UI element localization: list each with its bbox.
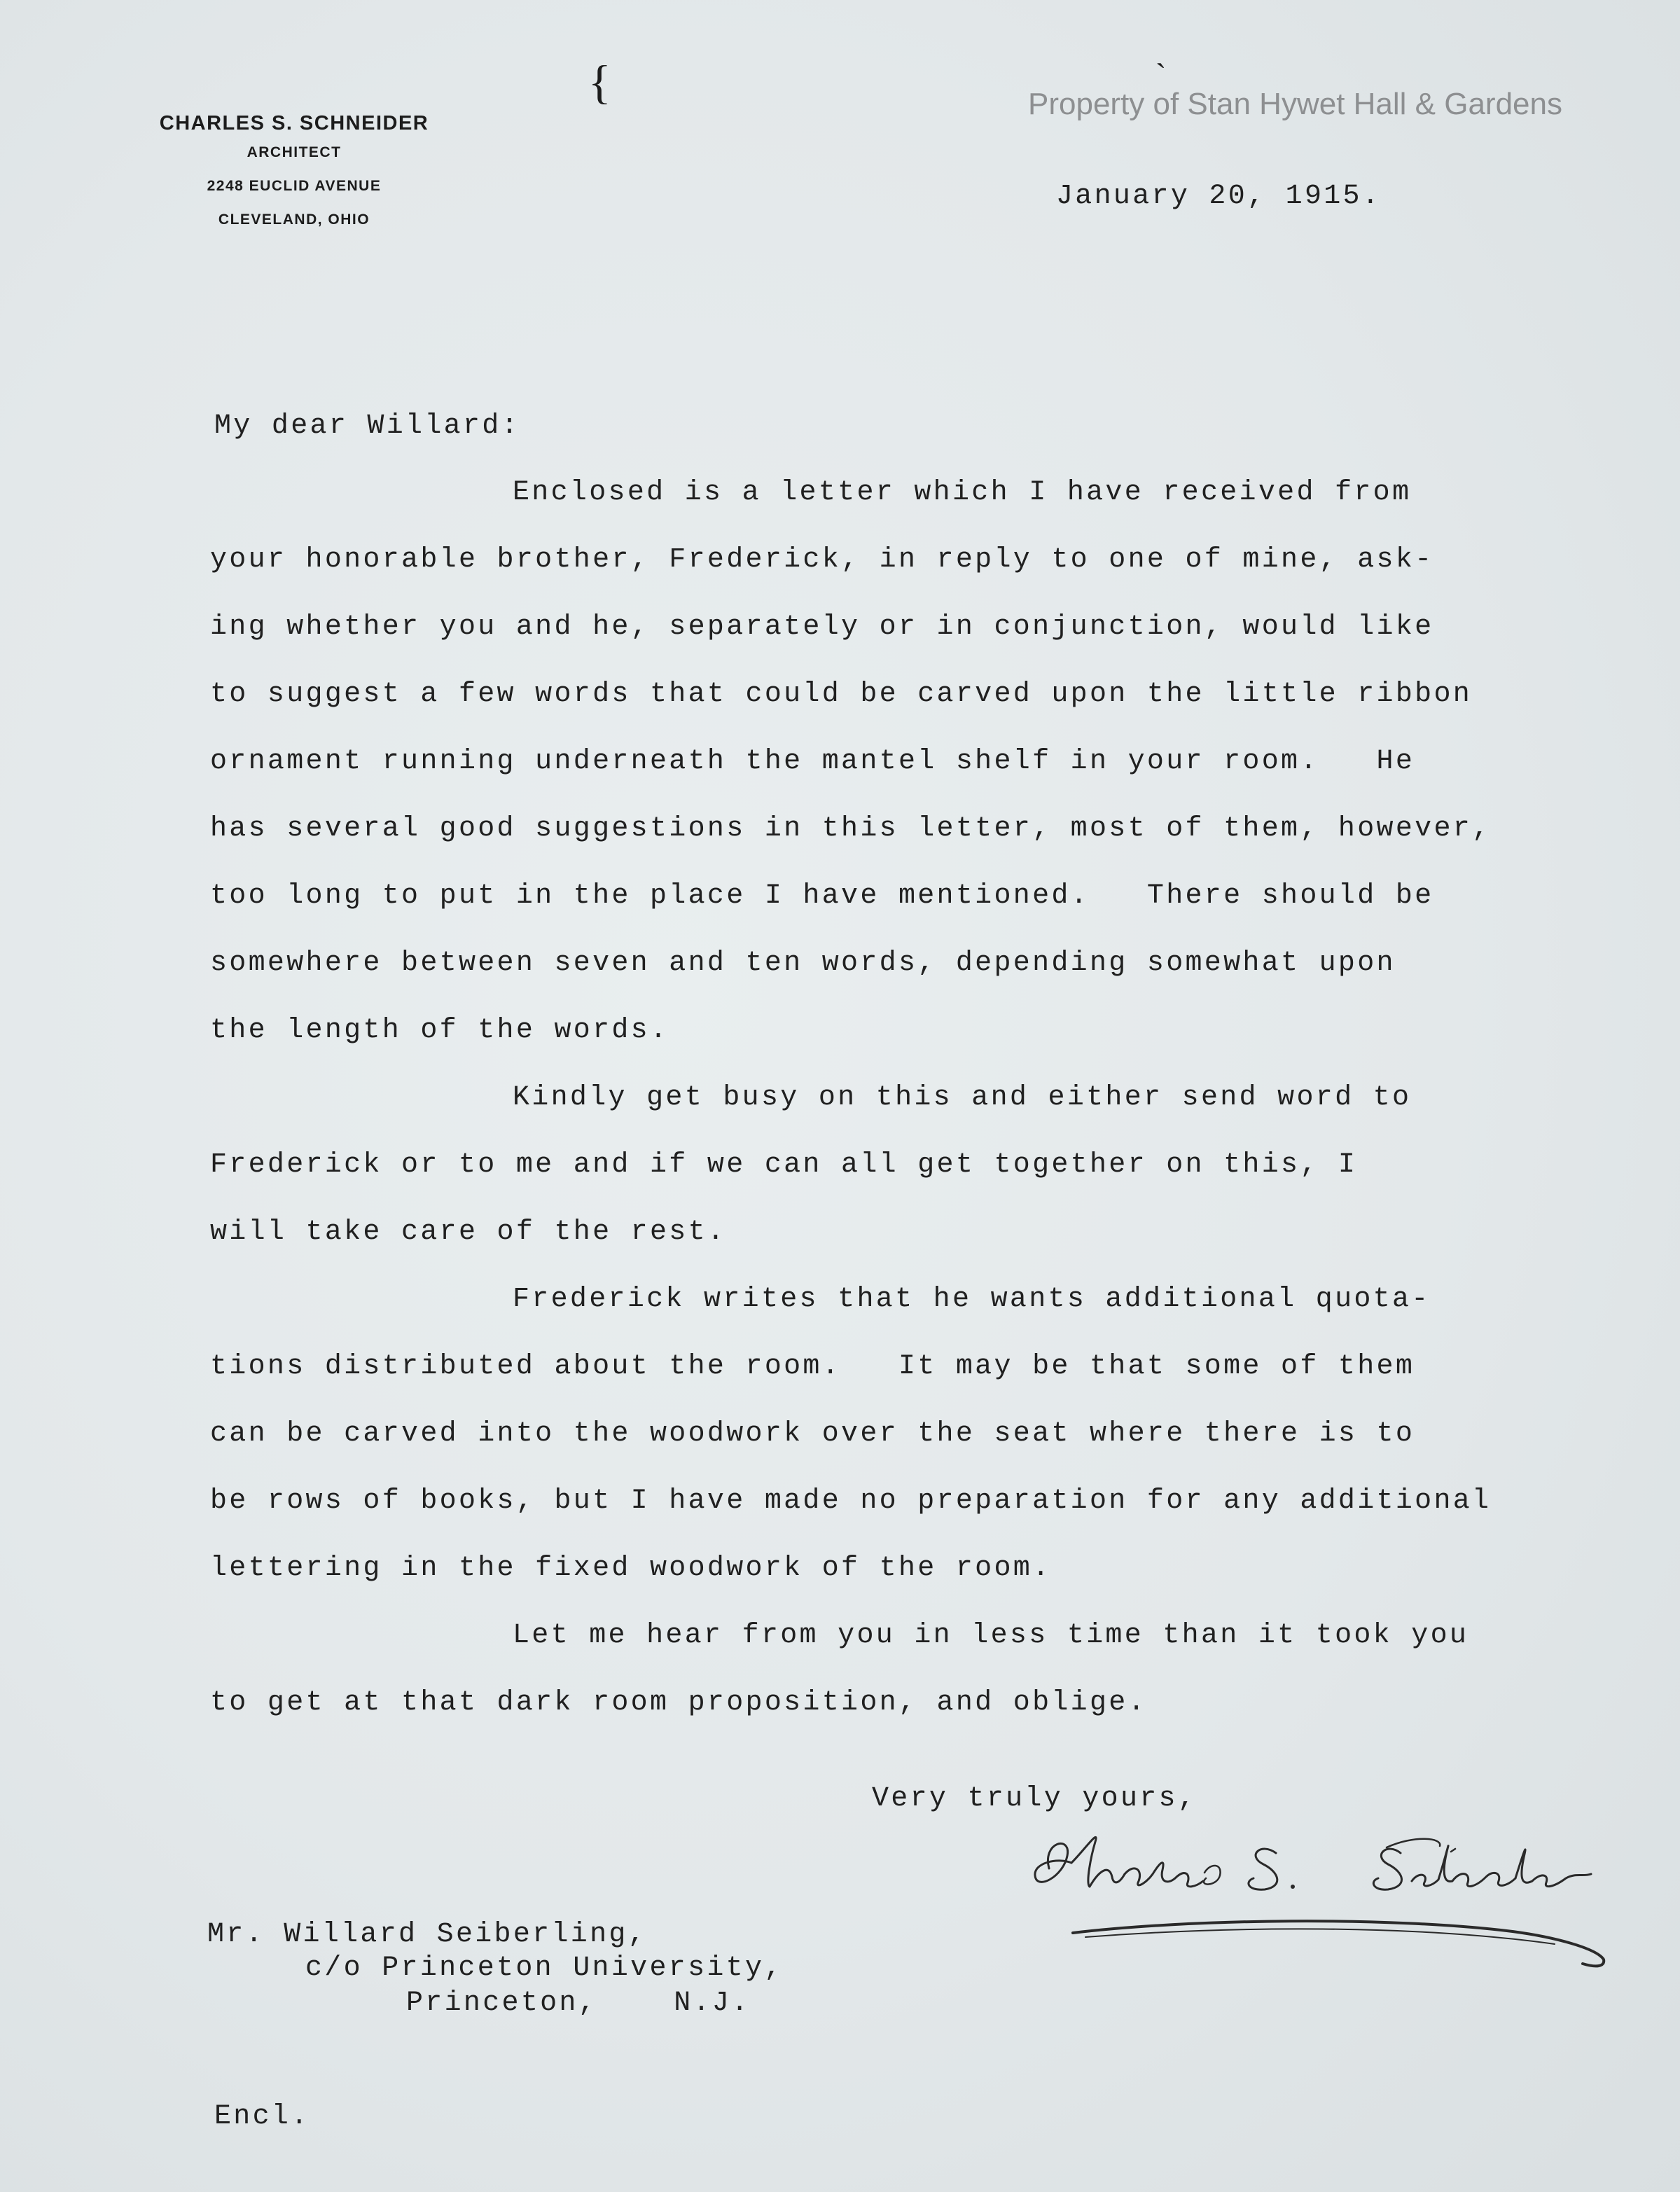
body-line: Enclosed is a letter which I have received from [513, 477, 1412, 508]
handwritten-signature [1022, 1814, 1625, 1975]
body-line: Frederick writes that he wants additional quota- [513, 1284, 1431, 1315]
body-line: Let me hear from you in less time than it took you [513, 1620, 1469, 1651]
body-line: Frederick or to me and if we can all get together on this, I [210, 1149, 1358, 1181]
recipient-line-3: Princeton, N.J. [406, 1988, 751, 2019]
letterhead-name: CHARLES S. SCHNEIDER [159, 112, 429, 134]
body-line: too long to put in the place I have mentioned. There should be [210, 880, 1434, 912]
body-line: tions distributed about the room. It may be that some of them [210, 1351, 1415, 1382]
body-line: your honorable brother, Frederick, in reply to one of mine, ask- [210, 544, 1434, 576]
body-line: ing whether you and he, separately or in conjunction, would like [210, 611, 1434, 643]
body-line: ornament running underneath the mantel shelf in your room. He [210, 746, 1415, 777]
body-line: be rows of books, but I have made no preparation for any additional [210, 1485, 1492, 1517]
recipient-name: Mr. Willard Seiberling, [207, 1919, 647, 1950]
letterhead-city: CLEVELAND, OHIO [218, 211, 370, 228]
letter-body [210, 473, 1569, 1751]
body-line: to get at that dark room proposition, and oblige. [210, 1687, 1147, 1719]
recipient-line-2: c/o Princeton University, [305, 1952, 784, 1984]
letter-date: January 20, 1915. [1056, 181, 1382, 212]
letterhead-title: ARCHITECT [247, 144, 342, 160]
body-line: to suggest a few words that could be carved upon the little ribbon [210, 679, 1473, 710]
body-line: will take care of the rest. [210, 1216, 727, 1248]
salutation: My dear Willard: [214, 410, 520, 442]
watermark: Property of Stan Hywet Hall & Gardens [1028, 87, 1562, 121]
body-line: somewhere between seven and ten words, depending somewhat upon [210, 948, 1396, 979]
letterhead [126, 111, 462, 237]
closing: Very truly yours, [872, 1783, 1197, 1815]
body-line: has several good suggestions in this letter, most of them, however, [210, 813, 1492, 845]
tick-mark: ˋ [1155, 57, 1167, 92]
body-line: lettering in the fixed woodwork of the room. [210, 1553, 1052, 1584]
body-line: Kindly get busy on this and either send word to [513, 1082, 1412, 1114]
bracket-mark: { [588, 55, 611, 109]
letterhead-address: 2248 EUCLID AVENUE [207, 178, 382, 194]
enclosure-note: Encl. [214, 2101, 310, 2132]
body-line: the length of the words. [210, 1015, 669, 1046]
body-line: can be carved into the woodwork over the seat where there is to [210, 1418, 1415, 1450]
